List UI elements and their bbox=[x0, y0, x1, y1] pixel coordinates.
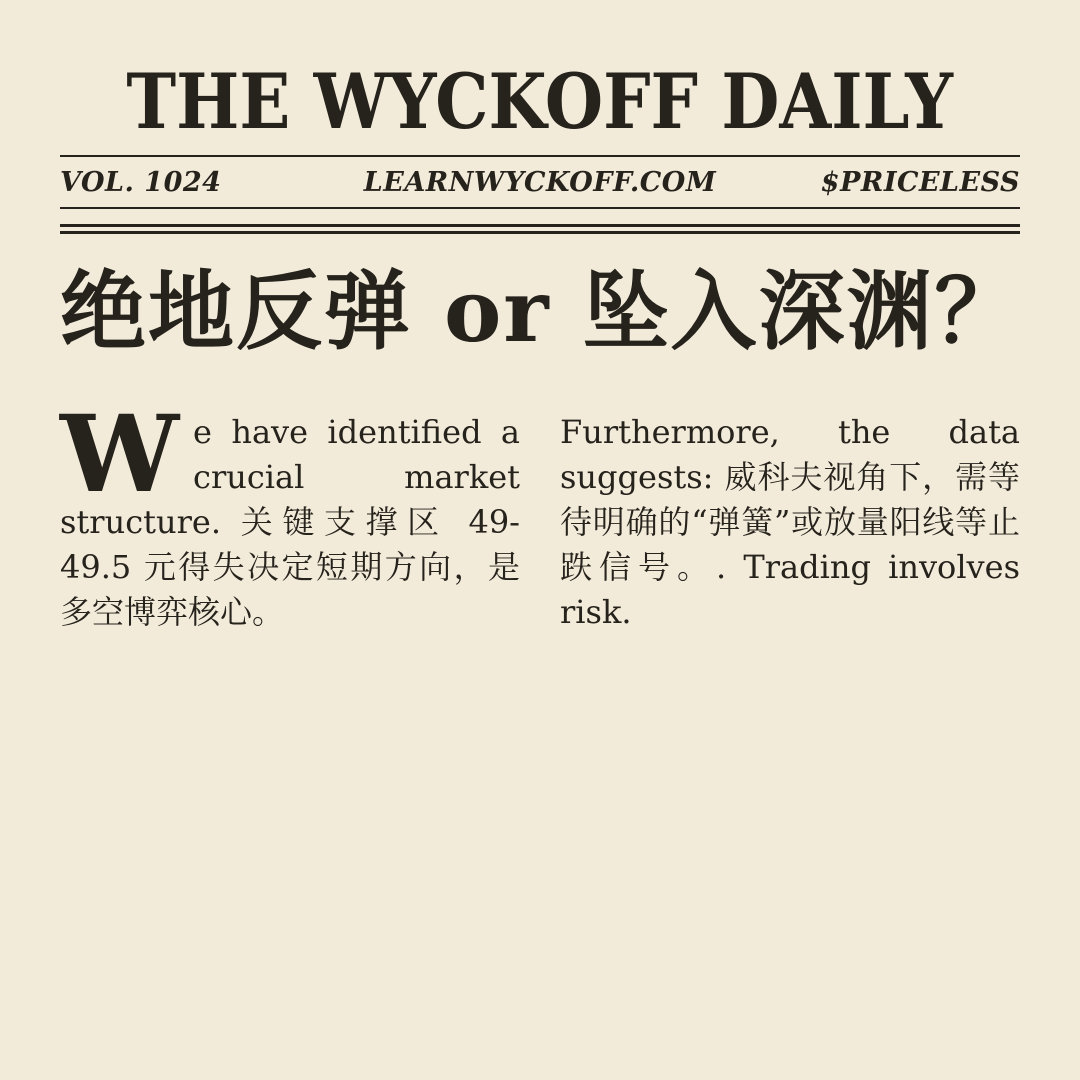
article-column-2: Furthermore, the data suggests: 威科夫视角下，需等待明确的“弹簧”或放量阳线等止跌信号。. Trading involves risk. bbox=[560, 413, 1020, 632]
rule-double bbox=[60, 224, 1020, 234]
masthead-title-wrap bbox=[60, 57, 1020, 146]
price-label: $PRICELESS bbox=[820, 167, 1020, 198]
article-column-1 bbox=[60, 391, 520, 635]
website-label: LEARNWYCKOFF.COM bbox=[363, 167, 717, 198]
drop-cap: W bbox=[60, 391, 180, 517]
article-column-1-text: e have identified a crucial market structure. 关键支撑区 49-49.5 元得失决定短期方向，是多空博弈核心。 bbox=[60, 413, 520, 632]
masthead bbox=[60, 57, 1020, 234]
volume-label: VOL. 1024 bbox=[60, 167, 222, 198]
article-body bbox=[60, 378, 1020, 667]
masthead-title: THE WYCKOFF DAILY bbox=[126, 57, 954, 146]
rule-below-info bbox=[60, 207, 1020, 209]
article-headline: 绝地反弹 or 坠入深渊？ bbox=[60, 261, 1023, 362]
infobar bbox=[60, 157, 1020, 207]
